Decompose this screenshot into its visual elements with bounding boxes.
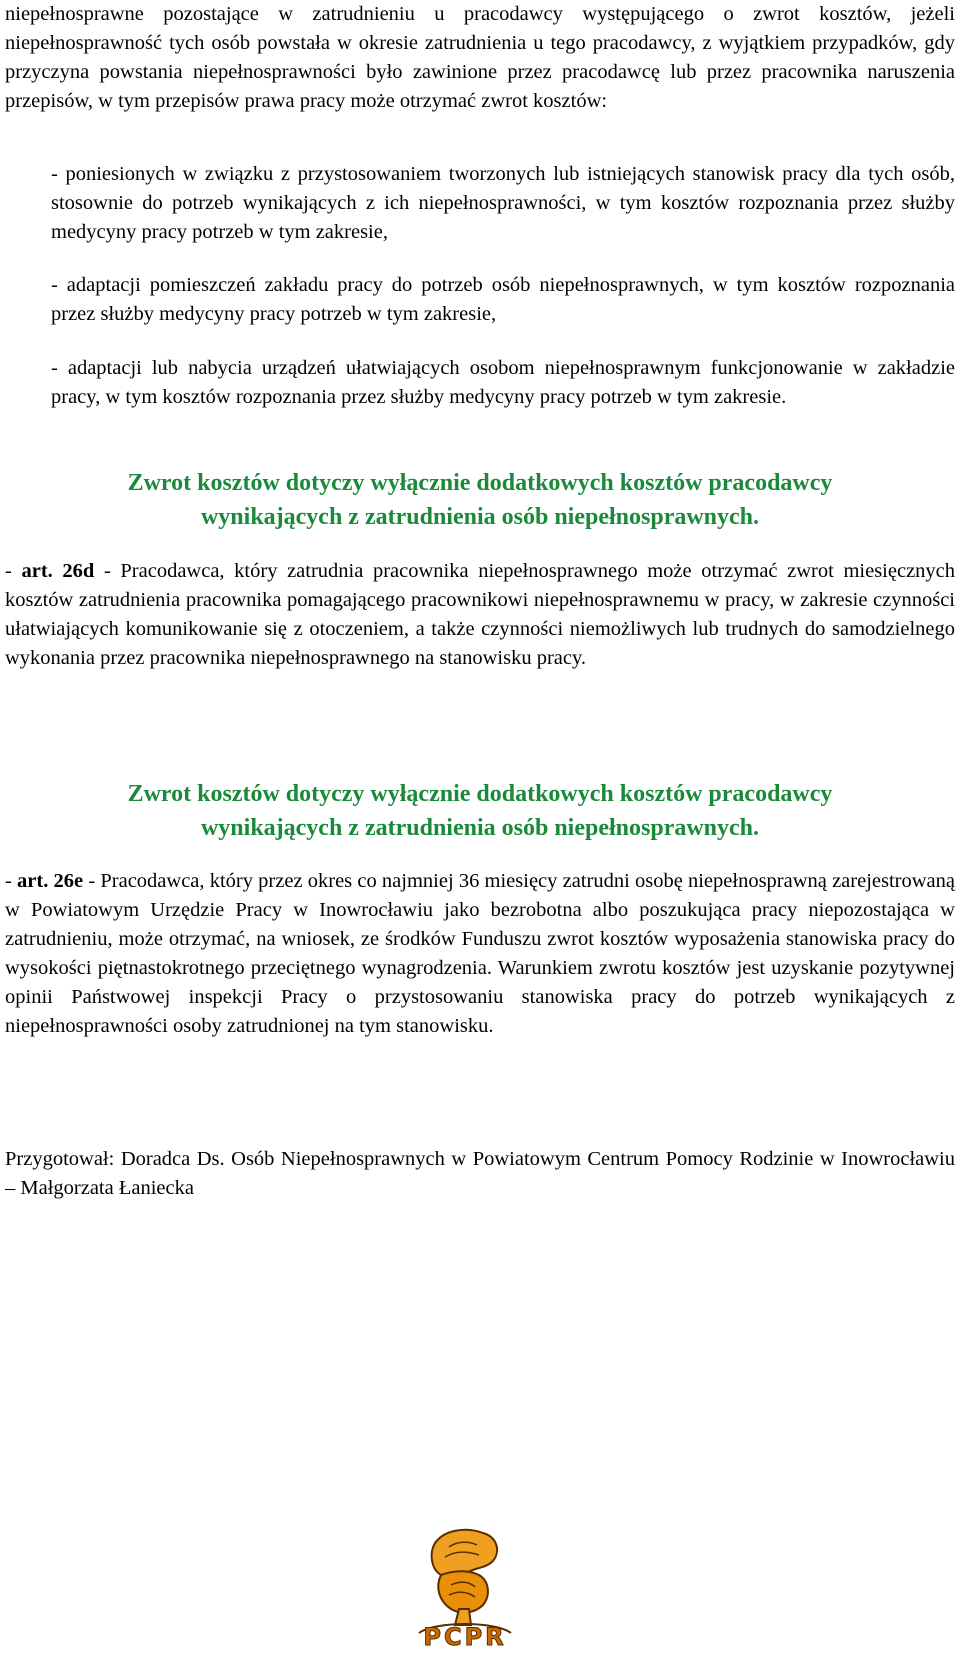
article-prefix: - — [5, 560, 22, 582]
article-label: art. 26d — [21, 560, 95, 582]
list-item: - adaptacji lub nabycia urządzeń ułatwiających osobom niepełnosprawnym funkcjonowanie w zakładzie pracy, w tym kosztów rozpoznania przez służby medycyny pracy potrzeb w tym zakresie. — [51, 357, 955, 408]
note-line: Zwrot kosztów dotyczy wyłącznie dodatkowych kosztów pracodawcy — [127, 470, 833, 496]
article-label: art. 26e — [17, 870, 84, 892]
author-footer: Przygotował: Doradca Ds. Osób Niepełnosprawnych w Powiatowym Centrum Pomocy Rodzinie w Inowrocławiu – Małgorzata Łaniecka — [5, 1148, 955, 1199]
note-line: wynikających z zatrudnienia osób niepełnosprawnych. — [200, 815, 760, 841]
article-text: - Pracodawca, który zatrudnia pracownika niepełnosprawnego może otrzymać zwrot miesięcznych kosztów zatrudnienia pracownika pomagającego pracownikowi niepełnosprawnemu w pracy, w zakresie czynności ułatwiających komunikowanie się z otoczeniem, a także czynności niemożliwych lub trudnych do samodzielnego wykonania przez pracownika niepełnosprawnego na stanowisku pracy. — [5, 560, 956, 669]
highlight-note — [5, 466, 955, 534]
pcpr-logo — [405, 1525, 525, 1650]
highlight-note — [5, 777, 955, 845]
note-line: wynikających z zatrudnienia osób niepełnosprawnych. — [200, 504, 760, 530]
logo-text: PCPR — [423, 1623, 507, 1651]
article-26d — [5, 557, 955, 673]
intro-paragraph: niepełnosprawne pozostające w zatrudnieniu u pracodawcy występującego o zwrot kosztów, jeżeli niepełnosprawność tych osób powstała w okresie zatrudnienia u tego pracodawcy, z wyjątkiem przypadków, gdy przyczyna powstania niepełnosprawności było zawinione przez pracodawcę lub przez pracownika naruszenia przepisów, w tym przepisów prawa pracy może otrzymać zwrot kosztów: — [5, 3, 955, 112]
list-item: - poniesionych w związku z przystosowaniem tworzonych lub istniejących stanowisk pracy dla tych osób, stosownie do potrzeb wynikających z ich niepełnosprawności, w tym kosztów rozpoznania przez służby medycyny pracy potrzeb w tym zakresie, — [51, 163, 955, 243]
note-line: Zwrot kosztów dotyczy wyłącznie dodatkowych kosztów pracodawcy — [127, 781, 833, 807]
article-text: - Pracodawca, który przez okres co najmniej 36 miesięcy zatrudni osobę niepełnosprawną zarejestrowaną w Powiatowym Urzędzie Pracy w Inowrocławiu jako bezrobotna albo poszukująca pracy niepozostająca w zatrudnieniu, może otrzymać, na wniosek, ze środków Funduszu zwrot kosztów wyposażenia stanowiska pracy do wysokości piętnastokrotnego przeciętnego wynagrodzenia. Warunkiem zwrotu kosztów jest uzyskanie pozytywnej opinii Państwowej inspekcji Pracy o przystosowaniu stanowiska pracy do potrzeb wynikających z niepełnosprawności osoby zatrudnionej na tym stanowisku. — [5, 870, 956, 1037]
article-prefix: - — [5, 870, 18, 892]
list-item: - adaptacji pomieszczeń zakładu pracy do potrzeb osób niepełnosprawnych, w tym kosztów rozpoznania przez służby medycyny pracy potrzeb w tym zakresie, — [51, 274, 955, 325]
article-26e — [5, 867, 955, 1041]
